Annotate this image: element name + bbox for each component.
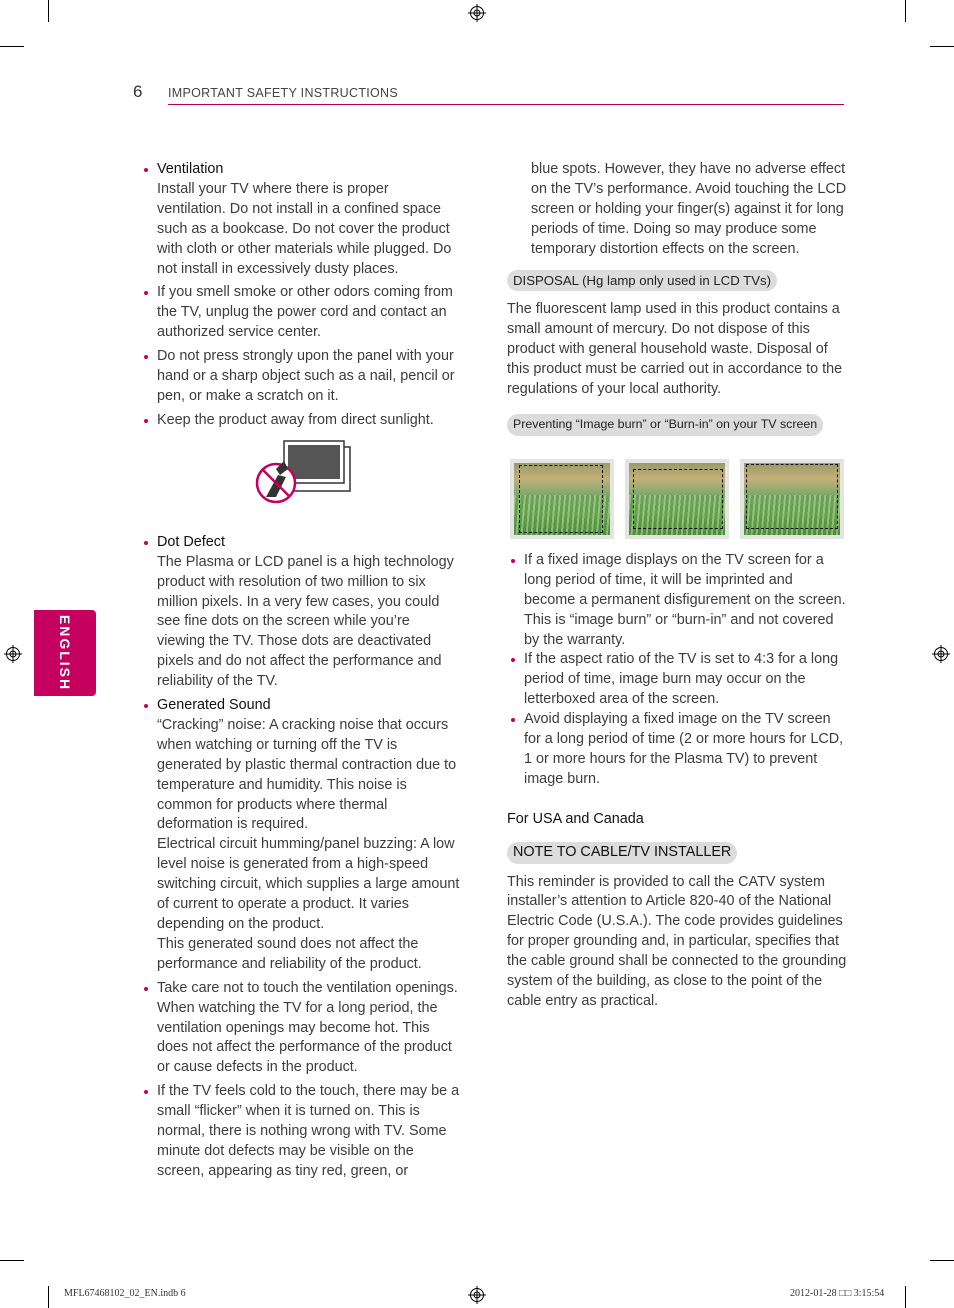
flicker-text: If the TV feels cold to the touch, there may be a small “flicker” when it is turned on. This is normal, there is nothing wrong with TV. Some minute dot defects may be visible on the screen, appearing as tiny red, green, or: [157, 1083, 460, 1179]
generated-sound-heading: Generated Sound: [157, 697, 271, 714]
dashed-frame: [746, 464, 838, 529]
crop-mark: [48, 0, 49, 22]
press-panel-text: Do not press strongly upon the panel with your hand or a sharp object such as a nail, pencil or pen, or make a scratch on it.: [157, 348, 455, 404]
crop-mark: [905, 0, 906, 22]
burn-in-image: [625, 459, 729, 539]
crop-mark: [930, 1260, 954, 1261]
registration-mark-icon: [468, 4, 486, 22]
installer-text: This reminder is provided to call the CATV system installer’s attention to Article 820-40 of the National Electric Code (U.S.A.). The code provides guidelines for proper grounding and, in particular, specifies that the cable ground shall be connected to the grounding system of the building, as close to the point of the cable entry as practical.: [507, 873, 847, 1009]
dot-defect-text: The Plasma or LCD panel is a high technology product with resolution of two million to six million pixels. In a very few cases, you could see fine dots on the screen while you’re viewing the TV. Those dots are deactivated pixels and do not affect the performance and reliability of the TV.: [157, 553, 454, 690]
registration-mark-icon: [468, 1286, 486, 1304]
section-title: IMPORTANT SAFETY INSTRUCTIONS: [168, 86, 399, 100]
list-item: [140, 696, 460, 975]
language-tab-label: ENGLISH: [57, 614, 73, 692]
crop-mark: [48, 1286, 49, 1308]
defect-list: [140, 533, 460, 1182]
list-item: [507, 710, 847, 790]
registration-mark-icon: [932, 645, 950, 663]
header-rule: [168, 104, 844, 105]
list-item: [140, 347, 460, 407]
registration-mark-icon: [4, 645, 22, 663]
ventilation-openings-text: Take care not to touch the ventilation openings. When watching the TV for a long period, the ventilation openings may become hot. This does not affect the performance of the product or cause defects in the product.: [157, 979, 458, 1076]
language-tab: [34, 610, 96, 696]
disposal-text: The fluorescent lamp used in this product contains a small amount of mercury. Do not dispose of this product with general household waste. Disposal of this product must be carried out in accordance to the regulations of your local authority.: [507, 301, 843, 398]
burn-in-item-3: Avoid displaying a fixed image on the TV screen for a long period of time (2 or more hours for LCD, 1 or more hours for the Plasma TV) to prevent image burn.: [524, 711, 844, 787]
disposal-label: DISPOSAL (Hg lamp only used in LCD TVs): [507, 270, 777, 292]
generated-sound-p1: “Cracking” noise: A cracking noise that occurs when watching or turning off the TV is generated by plastic thermal contraction due to temperature and humidity. This noise is common for products where thermal deformation is required.: [157, 716, 457, 833]
list-item: [140, 1082, 460, 1182]
list-item: [140, 283, 460, 343]
crop-mark: [0, 1260, 24, 1261]
burn-in-list: [507, 551, 847, 790]
safety-list: [140, 160, 460, 431]
generated-sound-p3: This generated sound does not affect the performance and reliability of the product.: [157, 935, 422, 972]
page-number: 6: [133, 82, 143, 101]
dot-defect-heading: Dot Defect: [157, 533, 225, 550]
burn-in-item-1: If a fixed image displays on the TV screen for a long period of time, it will be imprinted and become a permanent disfigurement on the screen. This is “image burn” or “burn-in” and not covered by the warranty.: [524, 551, 846, 648]
crop-mark: [0, 46, 24, 47]
crop-mark: [930, 46, 954, 47]
list-item: [140, 533, 460, 692]
ventilation-heading: Ventilation: [157, 161, 224, 177]
burn-in-images: [510, 459, 847, 539]
generated-sound-p2: Electrical circuit humming/panel buzzing: A low level noise is generated from a high-speed switching circuit, which supplies a large amount of current to operate a product. It varies depending on the product.: [157, 836, 460, 932]
burn-in-image: [740, 459, 844, 539]
smoke-text: If you smell smoke or other odors coming from the TV, unplug the power cord and contact an authorized service center.: [157, 284, 453, 341]
list-item: [140, 411, 460, 431]
list-item: [140, 160, 460, 279]
dashed-frame: [633, 469, 723, 529]
installer-label: NOTE TO CABLE/TV INSTALLER: [507, 842, 737, 864]
sunlight-text: Keep the product away from direct sunlight.: [157, 411, 434, 428]
list-item: [140, 979, 460, 1079]
list-item: [507, 551, 847, 651]
footer-timestamp: 2012-01-28 □□ 3:15:54: [790, 1288, 885, 1299]
left-column: [140, 160, 460, 1186]
burn-in-label: Preventing “Image burn” or “Burn-in” on your TV screen: [507, 414, 823, 436]
footer-file: MFL67468102_02_EN.indb 6: [64, 1288, 186, 1299]
sunlight-illustration: [140, 439, 460, 521]
usa-canada-heading: For USA and Canada: [507, 810, 644, 827]
no-sunlight-icon: [254, 439, 354, 517]
burn-in-image: [510, 459, 614, 539]
list-item: [507, 650, 847, 710]
burn-in-item-2: If the aspect ratio of the TV is set to 4:3 for a long period of time, image burn may occur on the letterboxed area of the screen.: [524, 651, 839, 708]
continued-text: blue spots. However, they have no adverse effect on the TV’s performance. Avoid touching the LCD screen or holding your finger(s) against it for long periods of time. Doing so may produce some temporary distortion effects on the screen.: [531, 161, 847, 257]
crop-mark: [905, 1286, 906, 1308]
right-column: [507, 160, 847, 1012]
ventilation-text: Install your TV where there is proper ventilation. Do not install in a confined space such as a bookcase. Do not cover the product with cloth or other materials while plugged. Do not install in excessively dusty places.: [157, 180, 452, 277]
dashed-frame: [519, 465, 603, 533]
